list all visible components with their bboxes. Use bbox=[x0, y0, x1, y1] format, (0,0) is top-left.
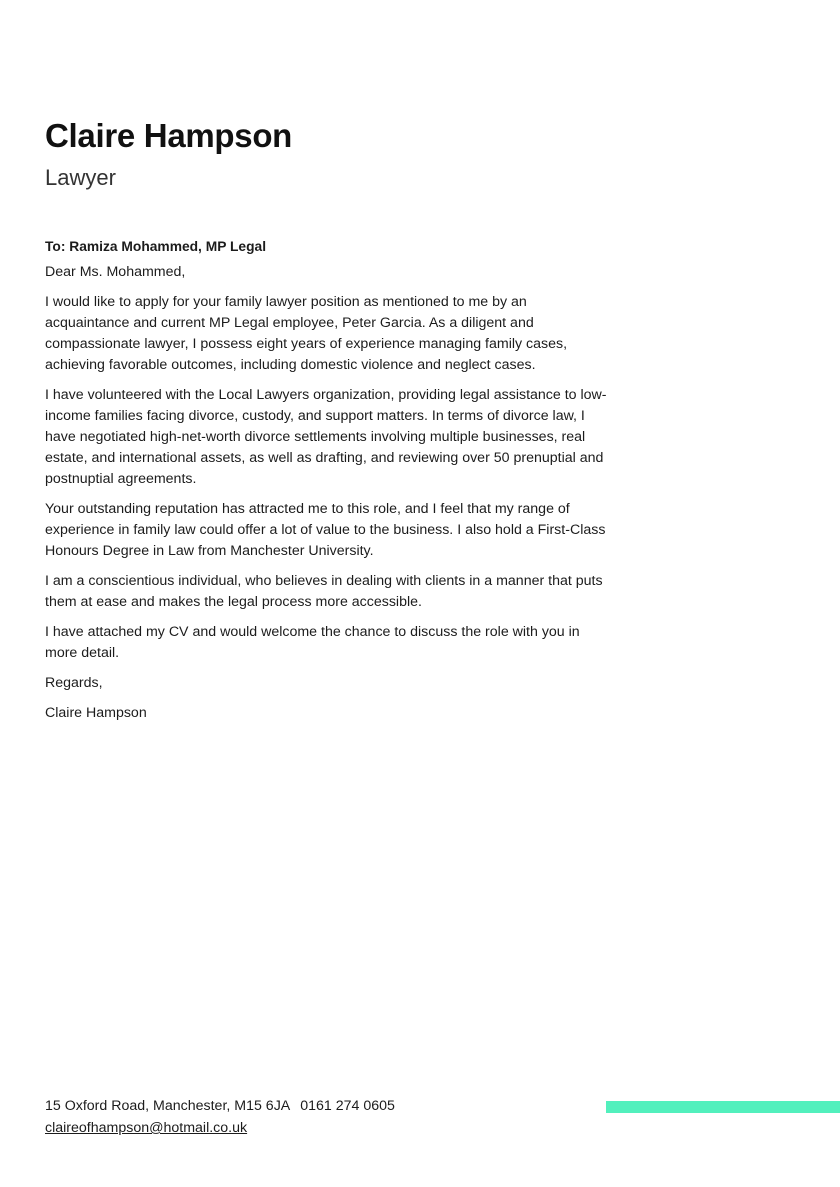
applicant-job-title: Lawyer bbox=[45, 165, 116, 190]
email-link[interactable]: claireofhampson@hotmail.co.uk bbox=[45, 1120, 248, 1136]
phone: 0161 274 0605 bbox=[300, 1098, 395, 1114]
letter-paragraph: I would like to apply for your family lawyer position as mentioned to me by an acquaintance and current MP Legal employee, Peter Garcia. As a diligent and compassionate lawyer, I possess eight years of experience managing family cases, achieving favorable outcomes, including domestic violence and neglect cases. bbox=[45, 294, 568, 373]
address: 15 Oxford Road, Manchester, M15 6JA bbox=[45, 1098, 291, 1114]
letter-paragraph: Your outstanding reputation has attracted me to this role, and I feel that my range of experience in family law could offer a lot of value to the business. I also hold a First-Class Honours Degree in Law from Manchester University. bbox=[45, 501, 606, 559]
closing: Regards, bbox=[45, 675, 103, 691]
letter-paragraph: I am a conscientious individual, who believes in dealing with clients in a manner that puts them at ease and makes the legal process more accessible. bbox=[45, 573, 603, 610]
salutation: Dear Ms. Mohammed, bbox=[45, 264, 186, 280]
letter-body bbox=[45, 236, 610, 724]
contact-line bbox=[45, 1095, 395, 1117]
signature: Claire Hampson bbox=[45, 705, 147, 721]
letter-paragraph: I have attached my CV and would welcome the chance to discuss the role with you in more detail. bbox=[45, 624, 580, 661]
contact-footer bbox=[45, 1095, 395, 1139]
letter-paragraph: I have volunteered with the Local Lawyers organization, providing legal assistance to low-income families facing divorce, custody, and support matters. In terms of divorce law, I have negotiated high-net-worth divorce settlements involving multiple businesses, real estate, and international assets, as well as drafting, and reviewing over 50 prenuptial and postnuptial agreements. bbox=[45, 387, 607, 487]
accent-bar bbox=[606, 1101, 840, 1113]
applicant-name: Claire Hampson bbox=[45, 117, 293, 154]
recipient-line: To: Ramiza Mohammed, MP Legal bbox=[45, 239, 267, 254]
